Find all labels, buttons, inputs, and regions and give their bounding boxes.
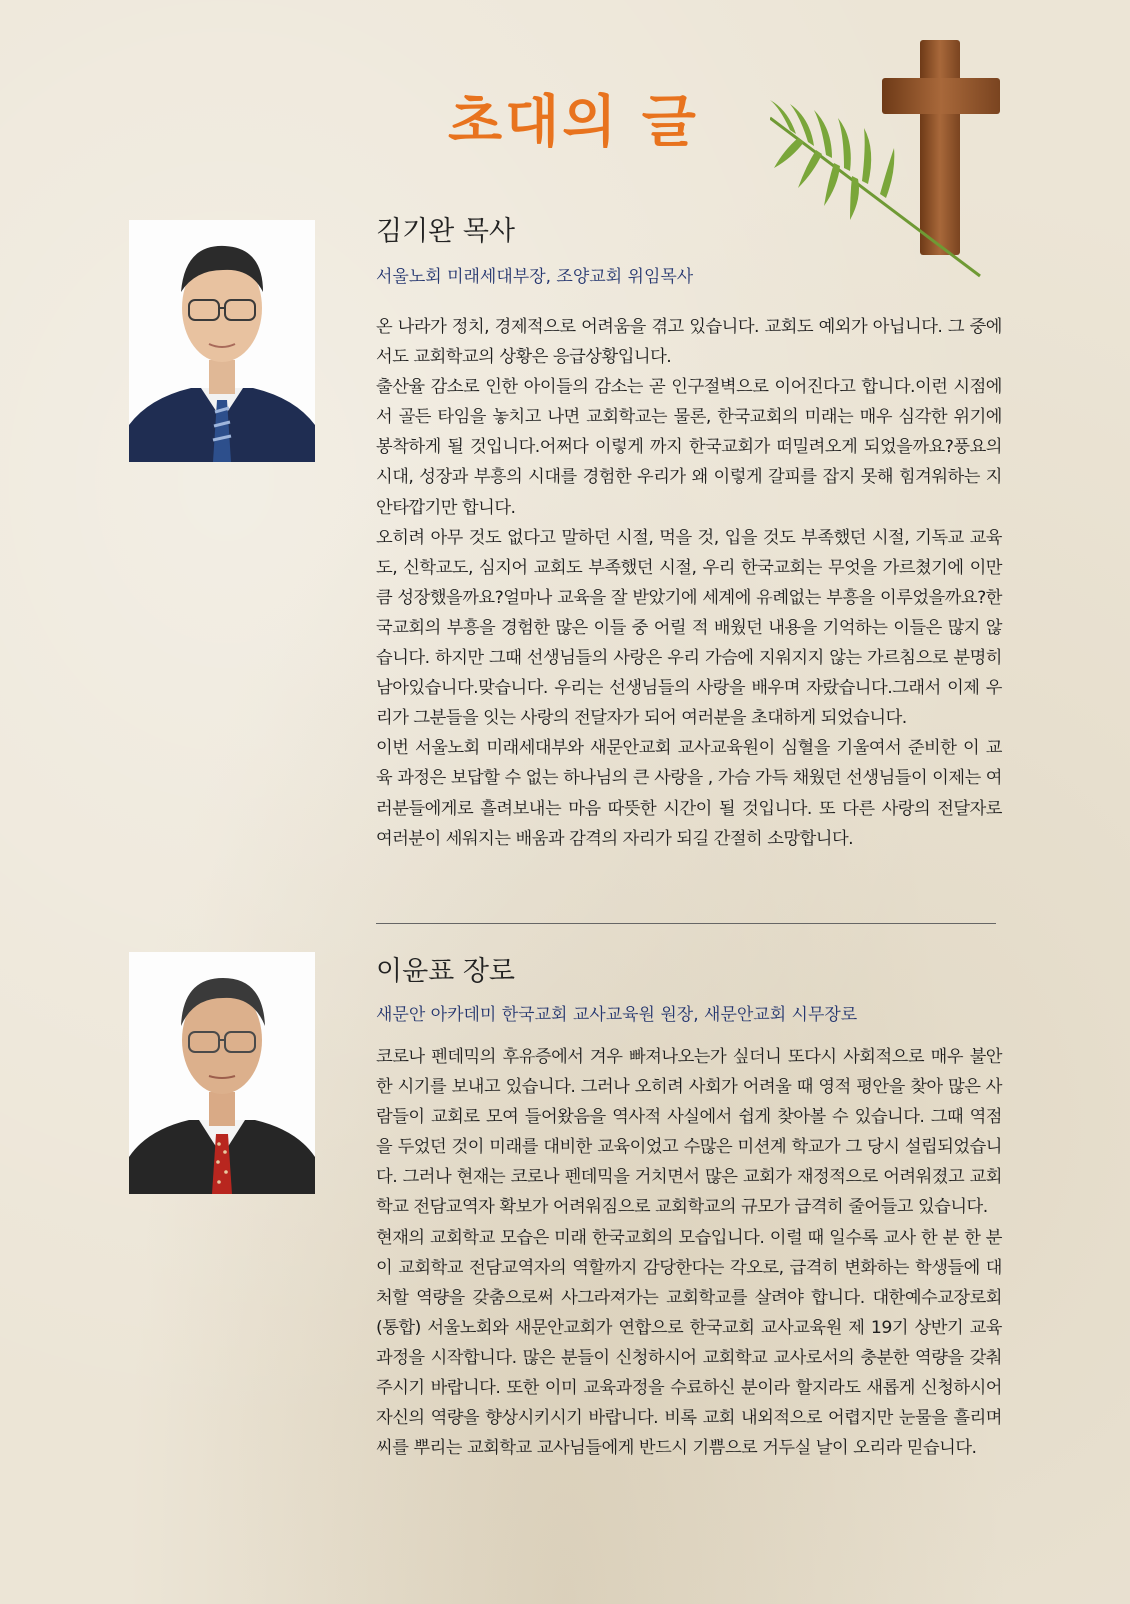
- paragraph: 이번 서울노회 미래세대부와 새문안교회 교사교육원이 심혈을 기울여서 준비한 이 교육 과정은 보답할 수 없는 하나님의 큰 사랑을 , 가슴 가득 채웠던 선생님들이 이제는 여러분들에게로 흘려보내는 마음 따뜻한 시간이 될 것입니다. 또 다른 사랑의 전달자로 여러분이 세워지는 배움과 감격의 자리가 되길 간절히 소망합니다.: [376, 738, 1002, 849]
- cross-with-palm-branch-icon: [770, 38, 1020, 288]
- paragraph: 코로나 펜데믹의 후유증에서 겨우 빠져나오는가 싶더니 또다시 사회적으로 매우 불안한 시기를 보내고 있습니다. 그러나 오히려 사회가 어려울 때 영적 평안을 찾아 많은 사람들이 교회로 모여 들어왔음을 역사적 사실에서 쉽게 찾아볼 수 있습니다. 그때 역점을 두었던 것이 미래를 대비한 교육이었고 수많은 미션계 학교가 그 당시 설립되었습니다. 그러나 현재는 코로나 펜데믹을 거치면서 많은 교회가 재정적으로 어려워졌고 교회학교 전담교역자 확보가 어려워짐으로 교회학교의 규모가 급격히 줄어들고 있습니다.: [376, 1047, 1002, 1218]
- portrait-photo-kim: [129, 220, 315, 462]
- speaker-role: 서울노회 미래세대부장, 조양교회 위임목사: [376, 267, 694, 287]
- page-title: 초대의 글: [448, 90, 699, 155]
- invitation-message: [376, 1042, 1002, 1463]
- paragraph: 출산율 감소로 인한 아이들의 감소는 곧 인구절벽으로 이어진다고 합니다.이런 시점에서 골든 타임을 놓치고 나면 교회학교는 물론, 한국교회의 미래는 매우 심각한 위기에 봉착하게 될 것입니다.어쩌다 이렇게 까지 한국교회가 떠밀려오게 되었을까요?풍요의 시대, 성장과 부흥의 시대를 경험한 우리가 왜 이렇게 갈피를 잡지 못해 힘겨워하는 지 안타깝기만 합니다.: [376, 377, 1002, 518]
- speaker-name: 이윤표 장로: [376, 956, 515, 987]
- portrait-photo-lee: [129, 952, 315, 1194]
- paragraph: 온 나라가 정치, 경제적으로 어려움을 겪고 있습니다. 교회도 예외가 아닙니다. 그 중에서도 교회학교의 상황은 응급상황입니다.: [376, 317, 1002, 368]
- paragraph: 현재의 교회학교 모습은 미래 한국교회의 모습입니다. 이럴 때 일수록 교사 한 분 한 분이 교회학교 전담교역자의 역할까지 감당한다는 각오로, 급격히 변화하는 학생들에 대처할 역량을 갖춤으로써 사그라져가는 교회학교를 살려야 합니다. 대한예수교장로회(통합) 서울노회와 새문안교회가 연합으로 한국교회 교사교육원 제 19기 상반기 교육과정을 시작합니다. 많은 분들이 신청하시어 교회학교 교사로서의 충분한 역량을 갖춰주시기 바랍니다. 또한 이미 교육과정을 수료하신 분이라 할지라도 새롭게 신청하시어 자신의 역량을 향상시키시기 바랍니다. 비록 교회 내외적으로 어렵지만 눈물을 흘리며 씨를 뿌리는 교회학교 교사님들에게 반드시 기쁨으로 거두실 날이 오리라 믿습니다.: [376, 1227, 1002, 1459]
- speaker-role: 새문안 아카데미 한국교회 교사교육원 원장, 새문안교회 시무장로: [376, 1005, 858, 1025]
- paragraph: 오히려 아무 것도 없다고 말하던 시절, 먹을 것, 입을 것도 부족했던 시절, 기독교 교육도, 신학교도, 심지어 교회도 부족했던 시절, 우리 한국교회는 무엇을 가르쳤기에 이만큼 성장했을까요?얼마나 교육을 잘 받았기에 세계에 유례없는 부흥을 이루었을까요?한국교회의 부흥을 경험한 많은 이들 중 어릴 적 배웠던 내용을 기억하는 이들은 많지 않습니다. 하지만 그때 선생님들의 사랑은 우리 가슴에 지워지지 않는 가르침으로 분명히 남아있습니다.맞습니다. 우리는 선생님들의 사랑을 배우며 자랐습니다.그래서 이제 우리가 그분들을 잇는 사랑의 전달자가 되어 여러분을 초대하게 되었습니다.: [376, 527, 1002, 729]
- speaker-name: 김기완 목사: [376, 216, 515, 247]
- invitation-message: [376, 312, 1002, 854]
- section-divider: [376, 923, 996, 924]
